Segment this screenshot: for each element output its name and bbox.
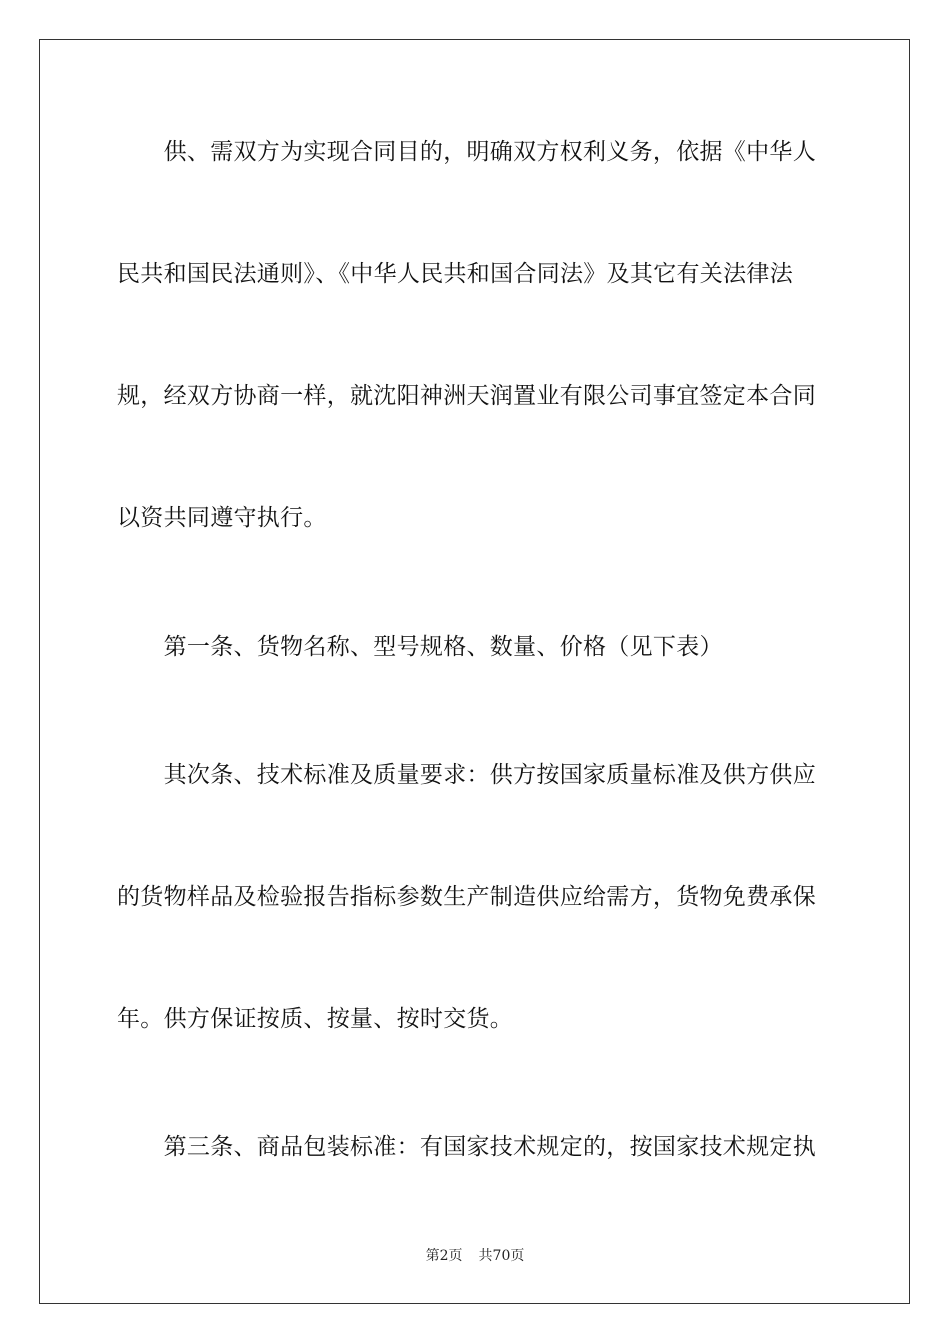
page-footer	[0, 1247, 950, 1265]
text-line: 以资共同遵守执行。	[117, 505, 327, 531]
text-line: 第一条、货物名称、型号规格、数量、价格（见下表）	[117, 634, 723, 660]
text-line: 其次条、技术标准及质量要求：供方按国家质量标准及供方供应	[117, 762, 816, 788]
text-line: 的货物样品及检验报告指标参数生产制造供应给需方，货物免费承保	[117, 884, 816, 910]
text-line: 规，经双方协商一样，就沈阳神洲天润置业有限公司事宜签定本合同	[117, 383, 816, 409]
text-line: 年。供方保证按质、按量、按时交货。	[117, 1006, 514, 1032]
page-number: 第2页	[425, 1248, 463, 1264]
text-line: 第三条、商品包装标准：有国家技术规定的，按国家技术规定执	[117, 1134, 816, 1160]
text-line: 供、需双方为实现合同目的，明确双方权利义务，依据《中华人	[117, 139, 816, 165]
text-line: 民共和国民法通则》、《中华人民共和国合同法》及其它有关法律法	[117, 261, 793, 287]
page-border	[39, 39, 910, 1304]
page-total: 共70页	[478, 1248, 525, 1264]
